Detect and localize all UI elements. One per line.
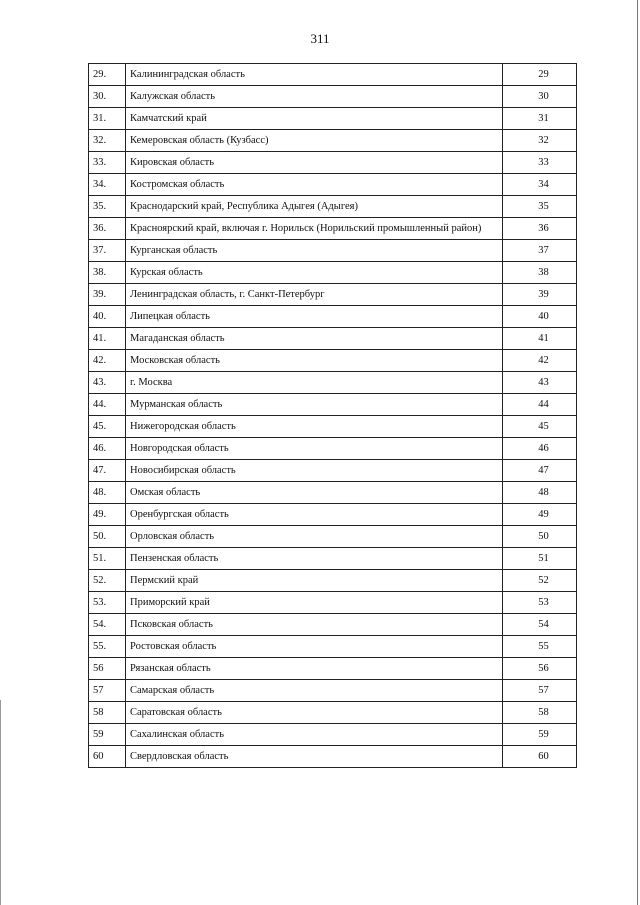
region-name-cell: Кировская область — [126, 152, 503, 174]
region-code-cell: 32 — [503, 130, 577, 152]
region-code-cell: 39 — [503, 284, 577, 306]
region-name-cell: Краснодарский край, Республика Адыгея (Адыгея) — [126, 196, 503, 218]
region-code-cell: 57 — [503, 680, 577, 702]
region-name-cell: Липецкая область — [126, 306, 503, 328]
region-name-cell: Саратовская область — [126, 702, 503, 724]
region-code-cell: 41 — [503, 328, 577, 350]
table-row — [89, 240, 577, 262]
row-number-cell: 31. — [89, 108, 126, 130]
row-number-cell: 50. — [89, 526, 126, 548]
region-name-cell: Пермский край — [126, 570, 503, 592]
regions-table-body — [89, 64, 577, 768]
row-number-cell: 54. — [89, 614, 126, 636]
region-name-cell: Новосибирская область — [126, 460, 503, 482]
region-code-cell: 53 — [503, 592, 577, 614]
row-number-cell: 45. — [89, 416, 126, 438]
table-row — [89, 350, 577, 372]
row-number-cell: 35. — [89, 196, 126, 218]
region-name-cell: Сахалинская область — [126, 724, 503, 746]
region-name-cell: Калининградская область — [126, 64, 503, 86]
region-code-cell: 36 — [503, 218, 577, 240]
table-row — [89, 196, 577, 218]
table-row — [89, 614, 577, 636]
row-number-cell: 49. — [89, 504, 126, 526]
row-number-cell: 58 — [89, 702, 126, 724]
region-name-cell: Самарская область — [126, 680, 503, 702]
region-code-cell: 40 — [503, 306, 577, 328]
row-number-cell: 46. — [89, 438, 126, 460]
row-number-cell: 37. — [89, 240, 126, 262]
region-name-cell: Красноярский край, включая г. Норильск (Норильский промышленный район) — [126, 218, 503, 240]
region-code-cell: 60 — [503, 746, 577, 768]
row-number-cell: 53. — [89, 592, 126, 614]
table-row — [89, 262, 577, 284]
table-row — [89, 108, 577, 130]
region-code-cell: 54 — [503, 614, 577, 636]
region-code-cell: 48 — [503, 482, 577, 504]
region-code-cell: 46 — [503, 438, 577, 460]
table-row — [89, 218, 577, 240]
table-row — [89, 526, 577, 548]
table-row — [89, 548, 577, 570]
row-number-cell: 44. — [89, 394, 126, 416]
region-name-cell: Новгородская область — [126, 438, 503, 460]
row-number-cell: 47. — [89, 460, 126, 482]
table-row — [89, 86, 577, 108]
table-row — [89, 746, 577, 768]
region-name-cell: Ростовская область — [126, 636, 503, 658]
region-name-cell: Рязанская область — [126, 658, 503, 680]
regions-table — [88, 63, 577, 768]
region-code-cell: 31 — [503, 108, 577, 130]
region-code-cell: 50 — [503, 526, 577, 548]
region-code-cell: 55 — [503, 636, 577, 658]
region-code-cell: 37 — [503, 240, 577, 262]
table-row — [89, 482, 577, 504]
row-number-cell: 34. — [89, 174, 126, 196]
region-name-cell: Курганская область — [126, 240, 503, 262]
region-code-cell: 47 — [503, 460, 577, 482]
table-row — [89, 504, 577, 526]
row-number-cell: 48. — [89, 482, 126, 504]
region-name-cell: г. Москва — [126, 372, 503, 394]
row-number-cell: 51. — [89, 548, 126, 570]
row-number-cell: 56 — [89, 658, 126, 680]
table-row — [89, 152, 577, 174]
table-row — [89, 64, 577, 86]
row-number-cell: 33. — [89, 152, 126, 174]
region-code-cell: 45 — [503, 416, 577, 438]
row-number-cell: 52. — [89, 570, 126, 592]
region-code-cell: 59 — [503, 724, 577, 746]
table-row — [89, 680, 577, 702]
region-name-cell: Орловская область — [126, 526, 503, 548]
region-code-cell: 49 — [503, 504, 577, 526]
region-code-cell: 44 — [503, 394, 577, 416]
region-name-cell: Камчатский край — [126, 108, 503, 130]
region-name-cell: Московская область — [126, 350, 503, 372]
region-code-cell: 43 — [503, 372, 577, 394]
row-number-cell: 29. — [89, 64, 126, 86]
table-row — [89, 702, 577, 724]
table-row — [89, 394, 577, 416]
region-code-cell: 35 — [503, 196, 577, 218]
region-code-cell: 58 — [503, 702, 577, 724]
table-row — [89, 174, 577, 196]
row-number-cell: 40. — [89, 306, 126, 328]
table-row — [89, 372, 577, 394]
region-name-cell: Калужская область — [126, 86, 503, 108]
table-row — [89, 130, 577, 152]
table-row — [89, 570, 577, 592]
region-code-cell: 34 — [503, 174, 577, 196]
row-number-cell: 59 — [89, 724, 126, 746]
row-number-cell: 39. — [89, 284, 126, 306]
scan-edge-line — [0, 700, 1, 905]
region-code-cell: 38 — [503, 262, 577, 284]
region-name-cell: Оренбургская область — [126, 504, 503, 526]
table-row — [89, 592, 577, 614]
region-code-cell: 51 — [503, 548, 577, 570]
table-row — [89, 328, 577, 350]
region-name-cell: Свердловская область — [126, 746, 503, 768]
region-code-cell: 42 — [503, 350, 577, 372]
region-name-cell: Пензенская область — [126, 548, 503, 570]
row-number-cell: 55. — [89, 636, 126, 658]
row-number-cell: 32. — [89, 130, 126, 152]
region-code-cell: 33 — [503, 152, 577, 174]
table-row — [89, 284, 577, 306]
row-number-cell: 41. — [89, 328, 126, 350]
scan-edge-line — [637, 0, 638, 905]
table-row — [89, 658, 577, 680]
table-row — [89, 636, 577, 658]
row-number-cell: 43. — [89, 372, 126, 394]
region-name-cell: Ленинградская область, г. Санкт-Петербург — [126, 284, 503, 306]
table-row — [89, 724, 577, 746]
row-number-cell: 57 — [89, 680, 126, 702]
row-number-cell: 42. — [89, 350, 126, 372]
region-name-cell: Псковская область — [126, 614, 503, 636]
table-row — [89, 416, 577, 438]
region-code-cell: 52 — [503, 570, 577, 592]
region-name-cell: Мурманская область — [126, 394, 503, 416]
row-number-cell: 60 — [89, 746, 126, 768]
page-number: 311 — [310, 31, 330, 46]
region-code-cell: 56 — [503, 658, 577, 680]
region-name-cell: Омская область — [126, 482, 503, 504]
region-code-cell: 30 — [503, 86, 577, 108]
row-number-cell: 36. — [89, 218, 126, 240]
region-name-cell: Нижегородская область — [126, 416, 503, 438]
region-name-cell: Курская область — [126, 262, 503, 284]
region-name-cell: Костромская область — [126, 174, 503, 196]
region-code-cell: 29 — [503, 64, 577, 86]
region-name-cell: Магаданская область — [126, 328, 503, 350]
region-name-cell: Приморский край — [126, 592, 503, 614]
region-name-cell: Кемеровская область (Кузбасс) — [126, 130, 503, 152]
table-row — [89, 460, 577, 482]
row-number-cell: 30. — [89, 86, 126, 108]
table-row — [89, 438, 577, 460]
table-row — [89, 306, 577, 328]
row-number-cell: 38. — [89, 262, 126, 284]
